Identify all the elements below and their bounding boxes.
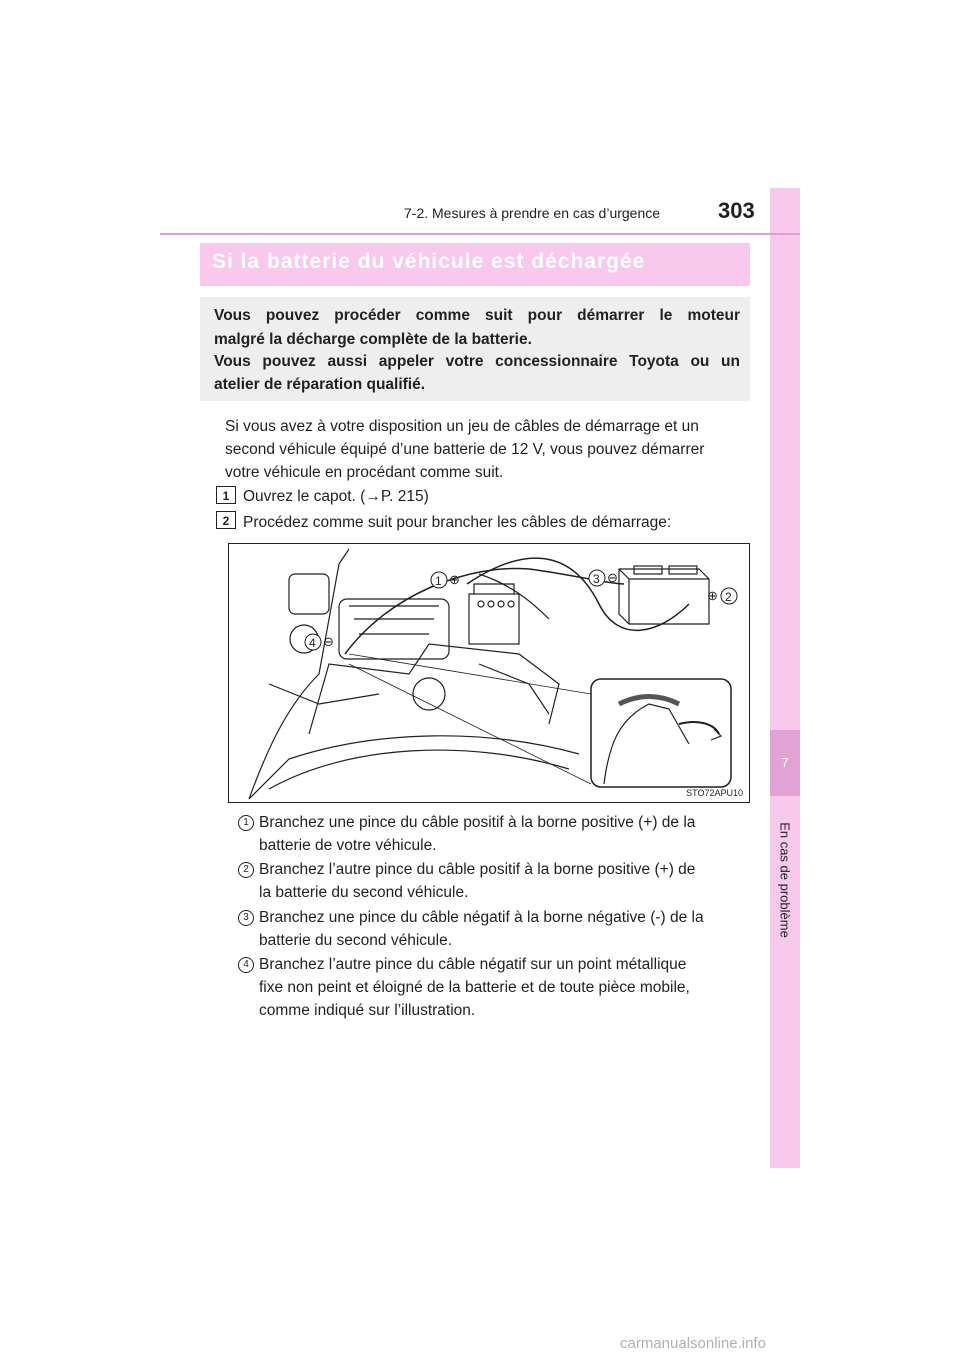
info-line: malgré la décharge complète de la batterie. <box>214 331 532 348</box>
callout-1: 1 <box>435 574 442 588</box>
engine-bay-drawing <box>229 544 749 802</box>
substep-line: Branchez une pince du câble positif à la borne positive (+) de la <box>259 814 696 831</box>
intro-line: second véhicule équipé d’une batterie de 12 V, vous pouvez démarrer <box>225 441 705 458</box>
header-divider <box>160 233 800 235</box>
substep-line: Branchez une pince du câble négatif à la borne négative (-) de la <box>259 909 704 926</box>
page-number: 303 <box>718 198 755 223</box>
intro-line: votre véhicule en procédant comme suit. <box>225 464 504 481</box>
svg-text:⊕: ⊕ <box>707 588 718 603</box>
callout-3: 3 <box>593 572 600 586</box>
chapter-side-tab <box>770 188 800 1168</box>
info-line: Vous pouvez aussi appeler votre concessionnaire Toyota ou un <box>214 353 740 370</box>
svg-text:⊖: ⊖ <box>323 634 334 649</box>
substep-line: batterie du second véhicule. <box>259 932 453 949</box>
substep-line: la batterie du second véhicule. <box>259 884 469 901</box>
callout-4: 4 <box>309 636 316 650</box>
step-badge: 1 <box>216 486 236 504</box>
substep-line: batterie de votre véhicule. <box>259 837 437 854</box>
info-line: atelier de réparation qualifié. <box>214 376 426 393</box>
step-text: Ouvrez le capot. (→P. 215) <box>243 488 429 505</box>
chapter-title: En cas de problème <box>777 822 793 938</box>
substep-line: Branchez l’autre pince du câble positif à la borne positive (+) de <box>259 861 696 878</box>
info-line: Vous pouvez procéder comme suit pour démarrer le moteur <box>214 307 740 324</box>
section-title: Si la batterie du véhicule est déchargée <box>212 250 646 273</box>
substep-number: 3 <box>238 910 254 926</box>
substep-line: Branchez l’autre pince du câble négatif sur un point métallique <box>259 956 687 973</box>
callout-2: 2 <box>725 590 732 604</box>
svg-text:⊕: ⊕ <box>449 572 460 587</box>
substep-number: 1 <box>238 815 254 831</box>
substep-line: fixe non peint et éloigné de la batterie et de toute pièce mobile, <box>259 979 690 996</box>
jump-start-illustration <box>228 543 750 803</box>
watermark: carmanualsonline.info <box>620 1335 766 1352</box>
substep-number: 2 <box>238 862 254 878</box>
figure-code: STO72APU10 <box>686 788 743 798</box>
substep-number: 4 <box>238 957 254 973</box>
section-title-bar <box>200 243 750 286</box>
section-header: 7-2. Mesures à prendre en cas d’urgence <box>404 205 661 221</box>
info-box <box>200 297 750 401</box>
intro-line: Si vous avez à votre disposition un jeu de câbles de démarrage et un <box>225 418 699 435</box>
substep-line: comme indiqué sur l’illustration. <box>259 1002 476 1019</box>
svg-text:⊖: ⊖ <box>607 570 618 585</box>
chapter-number: 7 <box>770 730 800 796</box>
step-badge: 2 <box>216 511 236 529</box>
step-text: Procédez comme suit pour brancher les câbles de démarrage: <box>243 514 672 531</box>
